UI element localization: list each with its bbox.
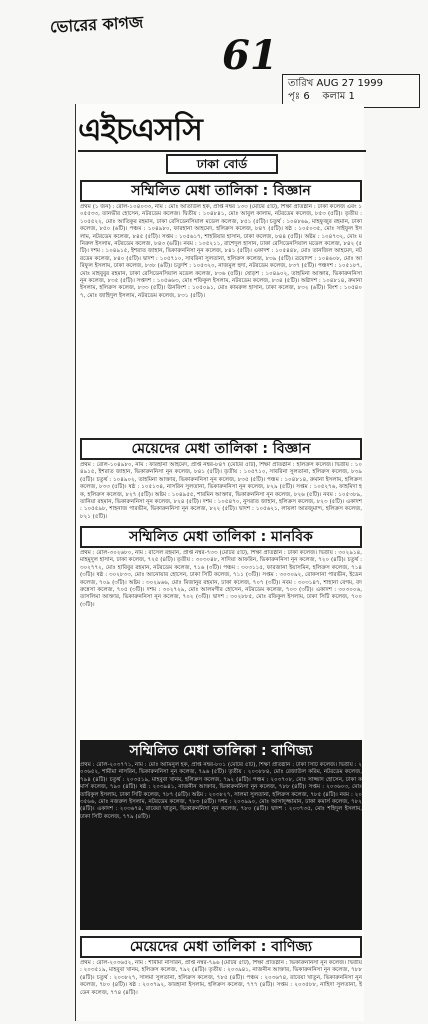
section-title-combined-science: সম্মিলিত মেধা তালিকা : বিজ্ঞান: [80, 180, 362, 202]
archive-stamp: [282, 74, 420, 108]
stamp-date-label: তারিখ: [288, 78, 314, 89]
section-title-combined-commerce: সম্মিলিত মেধা তালিকা : বাণিজ্য: [80, 740, 362, 762]
section-title-combined-humanities: সম্মিলিত মেধা তালিকা : মানবিক: [80, 526, 362, 548]
section-body-girls-science: প্রথম : রোল-১০৪৯৮০, নাম : ফারহানা আহমেদ, প্রাপ্ত নম্বর-৮৪৭ (মোটর ৫টি), শিক্ষা প্রতিষ্ঠান : হলিক্রস কলেজ। দ্বিতীয় : ১০৪৯১৫, ইশরাত জাহান, ভিকারুননিসা নূন কলেজ, ৮৪১ (৫টি)। তৃতীয় : ১০৫৭১০, সাবরিনা সুলতানা, হলিক্রস কলেজ, ৮৩৯ (৫টি)। চতুর্থ : ১০৪৯০২, তাহমিনা আক্তার, ভিকারুননিসা নূন কলেজ, ৮৩৫ (৫টি)। পঞ্চম : ১০৪৮১৪, রুমানা ইসলাম, হলিক্রস কলেজ, ৮৩৩ (৫টি)। ষষ্ঠ : ১০৫১৩৪, নাসরিন সুলতানা, ভিকারুননিসা নূন কলেজ, ৮২৯ (৫টি)। সপ্তম : ১০৫২৭৬, ফাহমিদা হক, হলিক্রস কলেজ, ৮২৭ (৫টি)। অষ্টম : ১০৪৯৫৫, শারমিন আক্তার, ভিকারুননিসা নূন কলেজ, ৮২৬ (৫টি)। নবম : ১০৫৩৮৯, তানিয়া রহমান, ভিকারুননিসা নূন কলেজ, ৮২৪ (৫টি)। দশম : ১০৫৪৭০, নুসরাত জাহান, হলিক্রস কলেজ, ৮২৩ (৫টি)। একাদশ : ১০৫৫৯৮, শাহনাজ পারভীন, ভিকারুননিসা নূন কলেজ, ৮২২ (৫টি)। দ্বাদশ : ১০৫৬২১, লায়লা আরজুমান্দ, হলিক্রস কলেজ, ৮২১ (৫টি)।: [80, 462, 362, 520]
handwritten-mark: 61: [222, 32, 278, 79]
board-label: ঢাকা বোর্ড: [166, 154, 278, 174]
section-body-combined-science: প্রথম (১ জন) : রোল-১০৪০৩৩, নাম : মোঃ আতাউল হক, প্রাপ্ত নম্বর ১৩৩ (মোটর ৫টি), শিক্ষা প্রতিষ্ঠান : ঢাকা কলেজ এবং ১০৫৫৩৩, তানভীর হোসেন, নটরডেম কলেজ। দ্বিতীয় : ১০৪৮৪১, মোঃ আবুল কালাম, নটরডেম কলেজ, ৮৫৩ (৫টি)। তৃতীয় : ১০৫৫২২, মোঃ আতিকুর রহমান, ঢাকা রেসিডেনসিয়াল মডেল কলেজ, ৮৫১ (৫টি)। চতুর্থ : ১০৪৮৬৯, মাহফুজুর রহমান, ঢাকা কলেজ, ৮৫০ (৬টি)। পঞ্চম : ১০৪৯৮০, ফারহানা আহমেদ, হলিক্রস কলেজ, ৮৪৭ (৫টি)। ষষ্ঠ : ১০৫০৩৫, মোঃ সাইফুল ইসলাম, নটরডেম কলেজ, ৮৪৫ (৫টি)। সপ্তম : ১০৫৬১৭, শাহরিয়ার হাসান, ঢাকা কলেজ, ৮৪৪ (৫টি)। অষ্টম : ১০৪৭৩২, মোঃ মনিরুল ইসলাম, নটরডেম কলেজ, ৮৪৩ (৬টি)। নবম : ১০৫২১১, রাশেদুল হাসান, ঢাকা রেসিডেনসিয়াল মডেল কলেজ, ৮৪২ (৫টি)। দশম : ১০৪৯১৫, ইশরাত জাহান, ভিকারুননিসা নূন কলেজ, ৮৪১ (৫টি)। একাদশ : ১০৫৪৪৮, মোঃ তানজিল আহমেদ, নটরডেম কলেজ, ৮৪০ (৫টি)। দ্বাদশ : ১০৫৭১০, সাবরিনা সুলতানা, হলিক্রস কলেজ, ৮৩৯ (৫টি)। ত্রয়োদশ : ১০৪৬০৮, মোঃ আরিফুল ইসলাম, ঢাকা কলেজ, ৮৩৮ (৬টি)। চতুর্দশ : ১০৫৩২০, নাজমুল হুদা, নটরডেম কলেজ, ৮৩৭ (৫টি)। পঞ্চদশ : ১০৫১৮৭, মোঃ মাহবুবুর রহমান, ঢাকা রেসিডেনসিয়াল মডেল কলেজ, ৮৩৬ (৫টি)। ষোড়শ : ১০৪৯০২, তাহমিনা আক্তার, ভিকারুননিসা নূন কলেজ, ৮৩৫ (৫টি)। সপ্তদশ : ১০৫৬৬৩, মোঃ শফিকুল ইসলাম, নটরডেম কলেজ, ৮৩৪ (৫টি)। অষ্টাদশ : ১০৪৮১৪, রুমানা ইসলাম, হলিক্রস কলেজ, ৮৩৩ (৫টি)। ঊনবিংশ : ১০৫০৯১, মোঃ কামরুল হাসান, ঢাকা কলেজ, ৮৩২ (৬টি)। বিংশ : ১০৫৪০৭, মোঃ জাহিদুল ইসলাম, নটরডেম কলেজ, ৮৩১ (৫টি)।: [80, 204, 362, 299]
stamp-page-label: পৃঃ: [288, 91, 301, 102]
newspaper-name: ভোরের কাগজ: [49, 12, 144, 37]
stamp-date-value: AUG 27 1999: [316, 78, 383, 89]
section-title-girls-commerce: মেয়েদের মেধা তালিকা : বাণিজ্য: [80, 936, 362, 958]
section-title-girls-science: মেয়েদের মেধা তালিকা : বিজ্ঞান: [80, 438, 362, 460]
stamp-column-value: 1: [348, 91, 355, 102]
section-body-combined-humanities: প্রথম : রোল-৩০২৬৮০, নাম : রাসেল রহমান, প্রাপ্ত নম্বর-৭৩৩ (মোটর ৫টি), শিক্ষা প্রতিষ্ঠান : ঢাকা কলেজ। দ্বিতীয় : ৩০২৯১৪, মাহমুদুল হাসান, ঢাকা কলেজ, ৭২৫ (৪টি)। তৃতীয় : ৩০৩০৪৮, সাদিয়া আফরিন, ভিকারুননিসা নূন কলেজ, ৭২০ (৪টি)। চতুর্থ : ৩০২৭৭২, মোঃ হাবিবুর রহমান, নটরডেম কলেজ, ৭১৬ (৩টি)। পঞ্চম : ৩০৩১১৫, ফারজানা ইয়াসমিন, হলিক্রস কলেজ, ৭১৪ (৩টি)। ষষ্ঠ : ৩০২৮৩৩, মোঃ আনোয়ার হোসেন, ঢাকা সিটি কলেজ, ৭১১ (৩টি)। সপ্তম : ৩০৩০৯২, রোকসানা পারভীন, ইডেন কলেজ, ৭০৯ (৩টি)। অষ্টম : ৩০২৯৬৬, মোঃ মিজানুর রহমান, ঢাকা কলেজ, ৭০৭ (৩টি)। নবম : ৩০৩১৪৭, শাহানা বেগম, বদরুন্নেসা কলেজ, ৭০৫ (৩টি)। দশম : ৩০২৭২৯, মোঃ আলমগীর হোসেন, নটরডেম কলেজ, ৭০৩ (৩টি)। একাদশ : ৩০৩০০৬, তাসলিমা আক্তার, ভিকারুননিসা নূন কলেজ, ৭০২ (৩টি)। দ্বাদশ : ৩০২৮৮৫, মোঃ রফিকুল ইসলাম, ঢাকা সিটি কলেজ, ৭০০ (৩টি)।: [80, 550, 362, 608]
stamp-page-value: 6: [303, 91, 310, 102]
section-body-girls-commerce: প্রথম : রোল-২০৩৬৫২, নাম : শামীমা নাসরিন, প্রাপ্ত নম্বর-৭৯৬ (মোটর ৫টি), শিক্ষা প্রতিষ্ঠান : ভিকারুননিসা নূন কলেজ। দ্বিতীয় : ২০৩৫১৯, মাহবুবা খানম, হলিক্রস কলেজ, ৭৯২ (৪টি)। তৃতীয় : ২০৩৯৪১, নাজনীন আক্তার, ভিকারুননিসা নূন কলেজ, ৭৮৮ (৪টি)। চতুর্থ : ২০৩৮২৭, সালমা সুলতানা, হলিক্রস কলেজ, ৭৮৫ (৪টি)। পঞ্চম : ২০৩৬৭৪, রাবেয়া খাতুন, ভিকারুননিসা নূন কলেজ, ৭৮০ (৪টি)। ষষ্ঠ : ২০৩৭৯২, ফারহানা ইসলাম, হলিক্রস কলেজ, ৭৭৭ (৪টি)। সপ্তম : ২০৩৫৮৮, নাহিদা সুলতানা, ইডেন কলেজ, ৭৭৪ (৪টি)।: [80, 960, 362, 996]
section-body-combined-commerce: প্রথম : রোল-২০৩৭৭১, নাম : মোঃ আমিনুল হক, প্রাপ্ত নম্বর-৮০১ (মোটর ৫টি), শিক্ষা প্রতিষ্ঠান : ঢাকা সিটি কলেজ। দ্বিতীয় : ২০৩৬৫২, শামীমা নাসরিন, ভিকারুননিসা নূন কলেজ, ৭৯৬ (৫টি)। তৃতীয় : ২০৩৮৮৪, মোঃ রেজাউল করিম, নটরডেম কলেজ, ৭৯৪ (৪টি)। চতুর্থ : ২০৩৫১৯, মাহবুবা খানম, হলিক্রস কলেজ, ৭৯২ (৪টি)। পঞ্চম : ২০৩৭০৮, মোঃ সাজ্জাদ হোসেন, ঢাকা কমার্স কলেজ, ৭৯০ (৪টি)। ষষ্ঠ : ২০৩৯৪১, নাজনীন আক্তার, ভিকারুননিসা নূন কলেজ, ৭৮৮ (৪টি)। সপ্তম : ২০৩৬০৩, মোঃ তারিকুল ইসলাম, ঢাকা সিটি কলেজ, ৭৮৭ (৪টি)। অষ্টম : ২০৩৮২৭, সালমা সুলতানা, হলিক্রস কলেজ, ৭৮৫ (৪টি)। নবম : ২০৩৫৬৬, মোঃ নজরুল ইসলাম, নটরডেম কলেজ, ৭৮৩ (৪টি)। দশম : ২০৩৯৯০, মোঃ আসাদুজ্জামান, ঢাকা কমার্স কলেজ, ৭৮২ (৪টি)। একাদশ : ২০৩৬৭৪, রাবেয়া খাতুন, ভিকারুননিসা নূন কলেজ, ৭৮০ (৪টি)। দ্বাদশ : ২০৩৭৩৫, মোঃ শহিদুল ইসলাম, ঢাকা সিটি কলেজ, ৭৭৯ (৪টি)।: [80, 762, 362, 930]
headline: এইচএসসি: [78, 106, 366, 152]
stamp-column-label: কলাম: [322, 91, 346, 102]
